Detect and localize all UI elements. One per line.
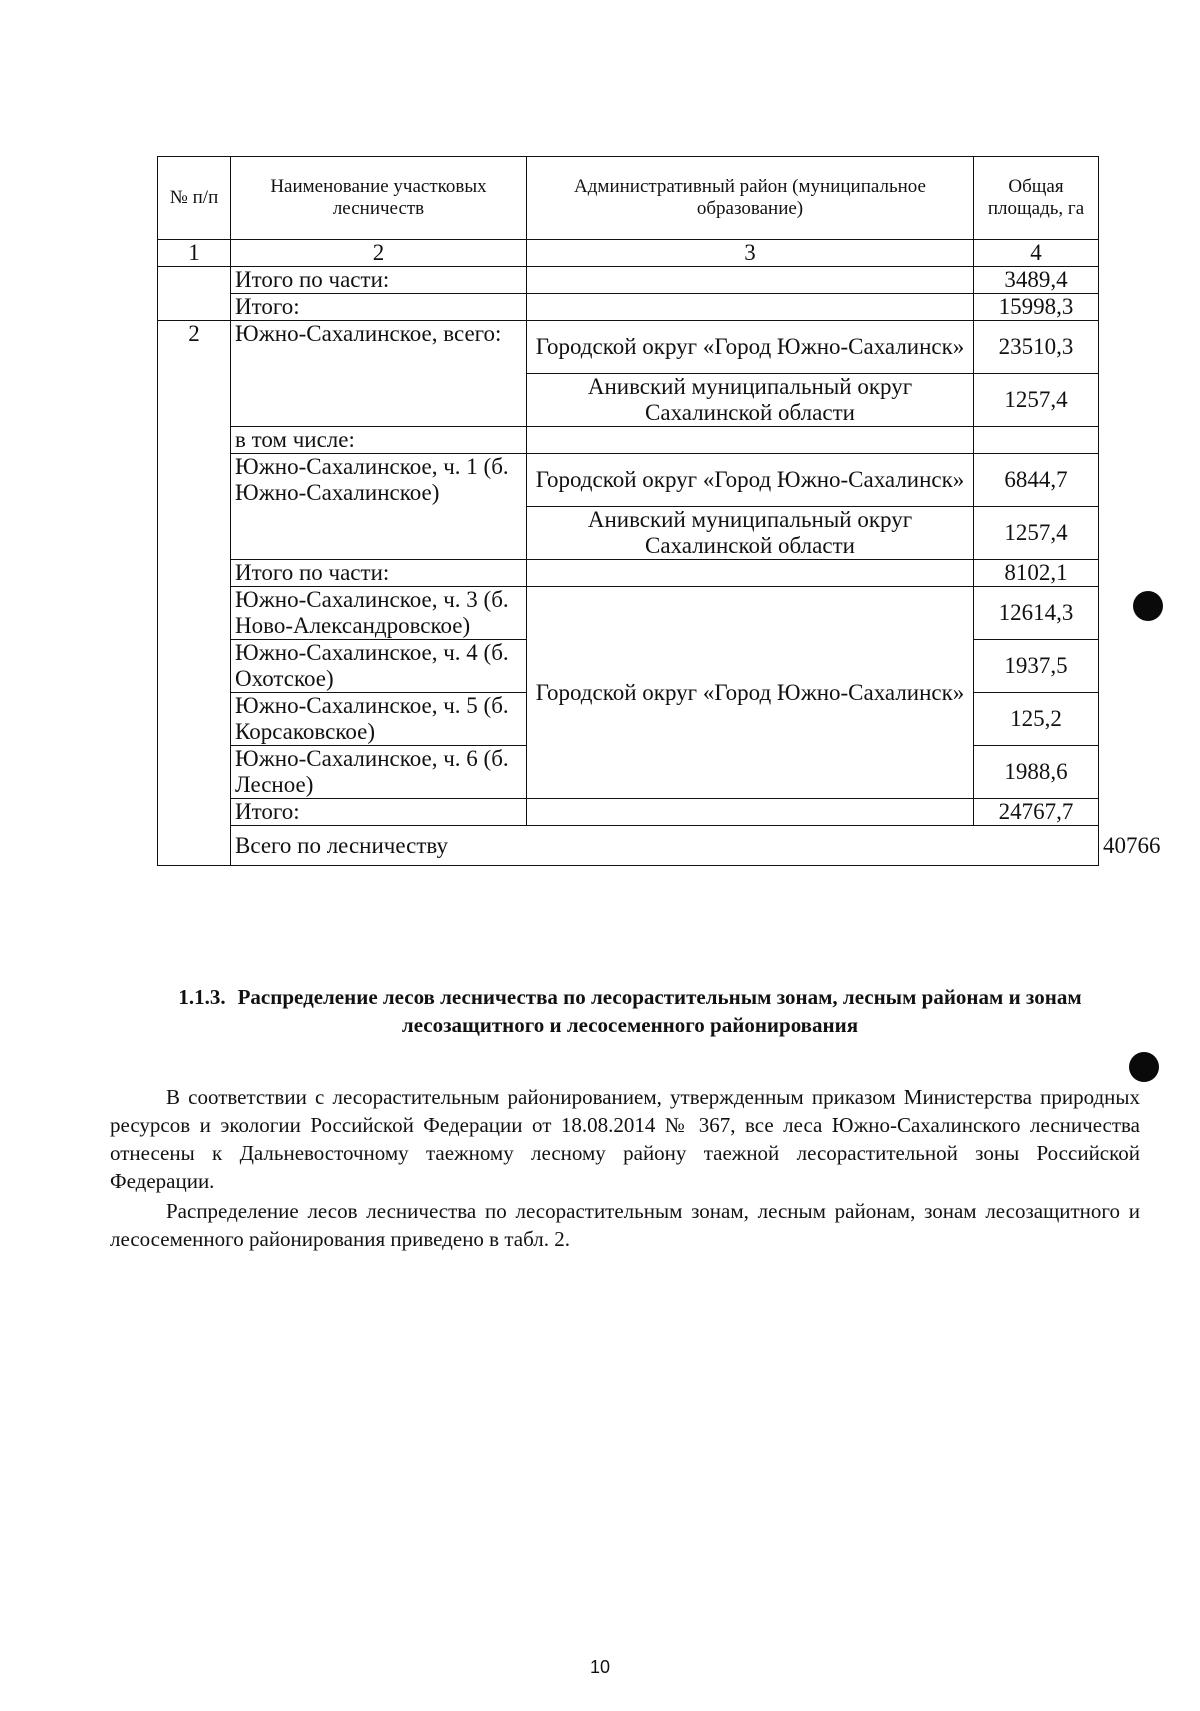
punch-hole-mark <box>1129 1052 1159 1082</box>
row-area: 15998,3 <box>974 294 1099 321</box>
header-name: Наименование участковых лесничеств <box>231 157 527 240</box>
row-name: Итого: <box>231 294 527 321</box>
row-num: 2 <box>158 321 231 866</box>
row-name: Южно-Сахалинское, ч. 3 (б. Ново-Александровское) <box>231 587 527 640</box>
row-area: 1988,6 <box>974 746 1099 799</box>
row-district <box>527 267 974 294</box>
row-area: 12614,3 <box>974 587 1099 640</box>
row-name: Южно-Сахалинское, всего: <box>231 321 527 427</box>
row-name: Южно-Сахалинское, ч. 4 (б. Охотское) <box>231 640 527 693</box>
row-area: 24767,7 <box>974 799 1099 826</box>
row-area: 23510,3 <box>974 321 1099 374</box>
row-area: 1937,5 <box>974 640 1099 693</box>
total-label: Всего по лесничеству <box>231 826 1099 866</box>
header-district: Административный район (муниципальное образование) <box>527 157 974 240</box>
table-total-row: Всего по лесничеству 40766 <box>158 826 1099 866</box>
row-district: Анивский муниципальный округ Сахалинской области <box>527 374 974 427</box>
row-name: Южно-Сахалинское, ч. 1 (б. Южно-Сахалинское) <box>231 454 527 560</box>
paragraph-2: Распределение лесов лесничества по лесорастительным зонам, лесным районам, зонам лесозащитного и лесосеменного районирования приведено в табл. 2. <box>110 1199 1140 1251</box>
colnum-1: 1 <box>158 240 231 267</box>
row-name: Итого по части: <box>231 267 527 294</box>
table-row <box>158 294 1099 321</box>
section-heading <box>110 983 1150 1039</box>
row-area <box>974 427 1099 454</box>
paragraph-1: В соответствии с лесорастительным районированием, утвержденным приказом Министерства природных ресурсов и экологии Российской Федерации от 18.08.2014 № 367, все леса Южно-Сахалинского лесничества отнесены к Дальневосточному таежному лесному району таежной лесорастительной зоны Российской Федерации. <box>110 1085 1140 1193</box>
row-district <box>527 294 974 321</box>
table-row <box>158 587 1099 640</box>
row-district <box>527 560 974 587</box>
row-area: 3489,4 <box>974 267 1099 294</box>
forestry-area-table <box>157 156 1161 866</box>
row-name: Итого: <box>231 799 527 826</box>
table-row <box>158 454 1099 507</box>
column-number-row <box>158 240 1099 267</box>
row-area: 1257,4 <box>974 374 1099 427</box>
table-header-row <box>158 157 1099 240</box>
colnum-2: 2 <box>231 240 527 267</box>
page-number: 10 <box>589 1657 611 1677</box>
empty-num-cell <box>158 267 231 321</box>
row-district: Городской округ «Город Южно-Сахалинск» <box>527 454 974 507</box>
row-district-group: Городской округ «Город Южно-Сахалинск» <box>527 587 974 799</box>
colnum-4: 4 <box>974 240 1099 267</box>
row-district <box>527 799 974 826</box>
row-district: Городской округ «Город Южно-Сахалинск» <box>527 321 974 374</box>
table-row <box>158 427 1099 454</box>
row-name: Итого по части: <box>231 560 527 587</box>
row-area: 125,2 <box>974 693 1099 746</box>
row-district <box>527 427 974 454</box>
row-name: в том числе: <box>231 427 527 454</box>
row-area: 6844,7 <box>974 454 1099 507</box>
header-area: Общая площадь, га <box>974 157 1099 240</box>
table-row <box>158 321 1099 374</box>
punch-hole-mark <box>1133 591 1163 621</box>
row-name: Южно-Сахалинское, ч. 5 (б. Корсаковское) <box>231 693 527 746</box>
colnum-3: 3 <box>527 240 974 267</box>
table-row <box>158 799 1099 826</box>
section-title-text: Распределение лесов лесничества по лесорастительным зонам, лесным районам и зонам лесозащитного и лесосеменного районирования <box>237 985 1082 1037</box>
header-num: № п/п <box>158 157 231 240</box>
row-name: Южно-Сахалинское, ч. 6 (б. Лесное) <box>231 746 527 799</box>
row-area: 1257,4 <box>974 507 1099 560</box>
table-row <box>158 560 1099 587</box>
section-number: 1.1.3. <box>178 985 226 1009</box>
row-area: 8102,1 <box>974 560 1099 587</box>
table-row <box>158 267 1099 294</box>
row-district: Анивский муниципальный округ Сахалинской области <box>527 507 974 560</box>
